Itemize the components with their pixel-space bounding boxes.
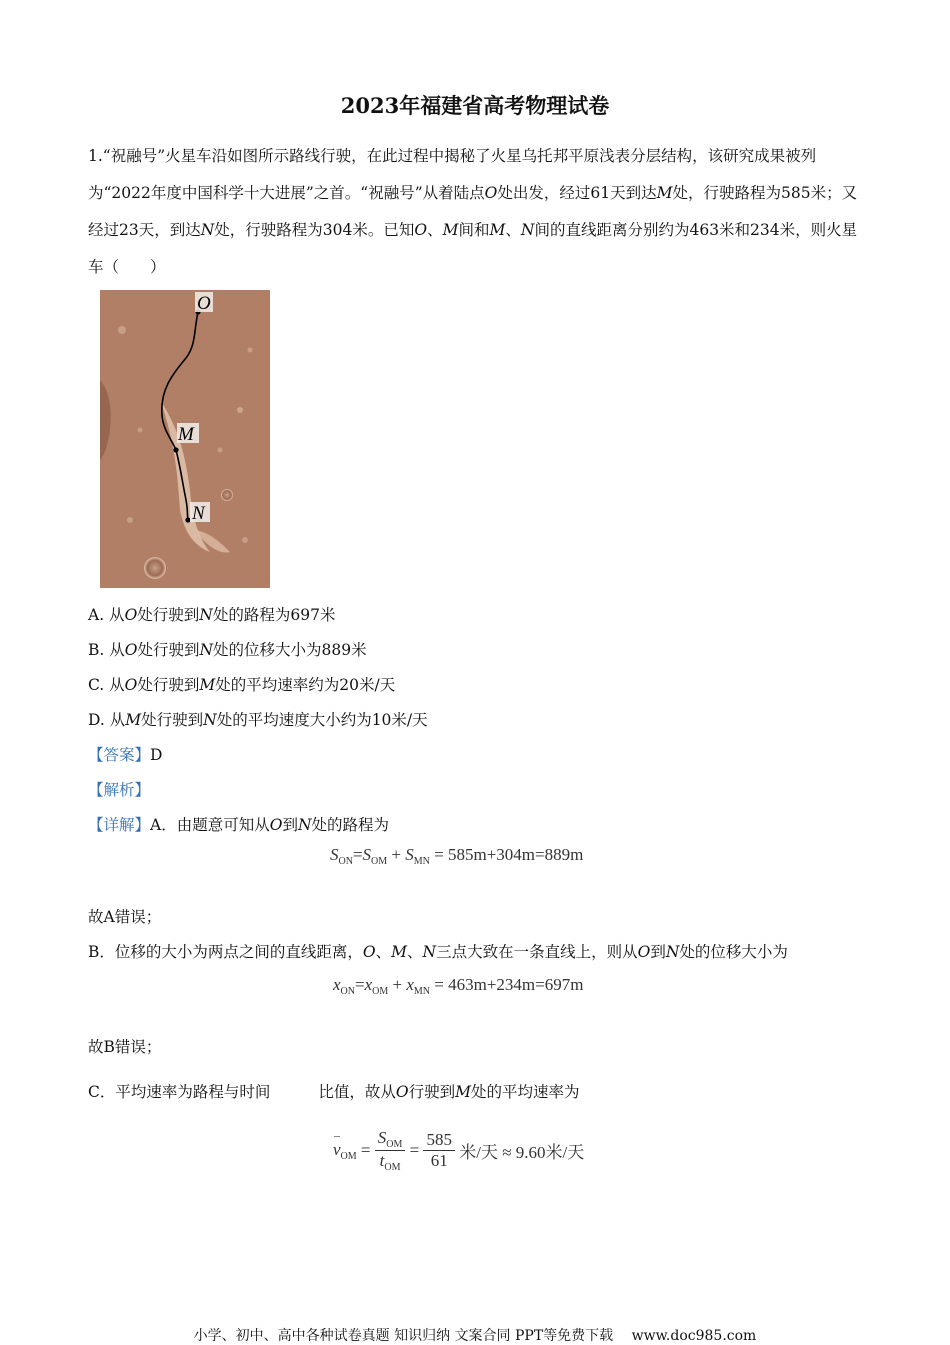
formula-distance: $S_{ON}=S_{OM} + S_{MN} = 585m+304m=889m$ — [330, 845, 584, 867]
formula-average-speed: – $v_{OM}$ = $\frac{S_{OM}}{t_{OM}}$ = $\frac{585}{61}$ 米/天 ≈ 9.60米/天 — [333, 1127, 585, 1173]
answer-line — [88, 743, 162, 765]
label-m: M — [178, 424, 194, 445]
conclusion-b: 故B错误； — [88, 1038, 162, 1056]
question-stem: 1.“祝融号”火星车沿如图所示路线行驶，在此过程中揭秘了火星乌托邦平原浅表分层结构，该研究成果被列为“2022年度中国科学十大进展”之首。“祝融号”从着陆点O处出发，经过61天到达M处，行驶路程为585米；又经过23天，到达N处，行驶路程为304米。已知O、M间和M、N间的直线距离分别约为463米和234米，则火星车（ ） — [88, 147, 858, 276]
option-a: A. 从O处行驶到N处的路程为697米 — [88, 606, 336, 624]
option-c: C. 从O处行驶到M处的平均速率约为20米/天 — [88, 676, 396, 694]
question-number: 1. — [88, 147, 103, 165]
page-title: 2023年福建省高考物理试卷 — [340, 93, 610, 118]
option-d: D. 从M处行驶到N处的平均速度大小约为10米/天 — [88, 711, 428, 729]
formula-displacement: $x_{ON}=x_{OM} + x_{MN} = 463m+234m=697m$ — [333, 975, 584, 997]
answer-label: 【答案】 — [88, 746, 151, 764]
page-footer: 小学、初中、高中各种试卷真题 知识归纳 文案合同 PPT等免费下载 www.doc985.com — [193, 1328, 757, 1344]
label-n: N — [192, 503, 205, 524]
analysis-label: 【解析】 — [88, 781, 151, 799]
mars-route-figure — [100, 290, 270, 588]
crater — [221, 489, 233, 501]
detail-b-line: B．位移的大小为两点之间的直线距离，O、M、N三点大致在一条直线上，则从O到N处的位移大小为 — [88, 943, 788, 961]
detail-a-line: 【详解】A．由题意可知从O到N处的路程为 — [88, 816, 390, 834]
crater — [144, 557, 166, 579]
conclusion-a: 故A错误； — [88, 908, 162, 926]
point-m — [173, 447, 178, 452]
option-b: B. 从O处行驶到N处的位移大小为889米 — [88, 641, 367, 659]
point-n — [185, 517, 190, 522]
answer-value: D — [150, 746, 163, 764]
label-o: O — [197, 293, 211, 314]
detail-c-line: C．平均速率为路程与时间 比值，故从O行驶到M处的平均速率为 — [88, 1083, 580, 1101]
